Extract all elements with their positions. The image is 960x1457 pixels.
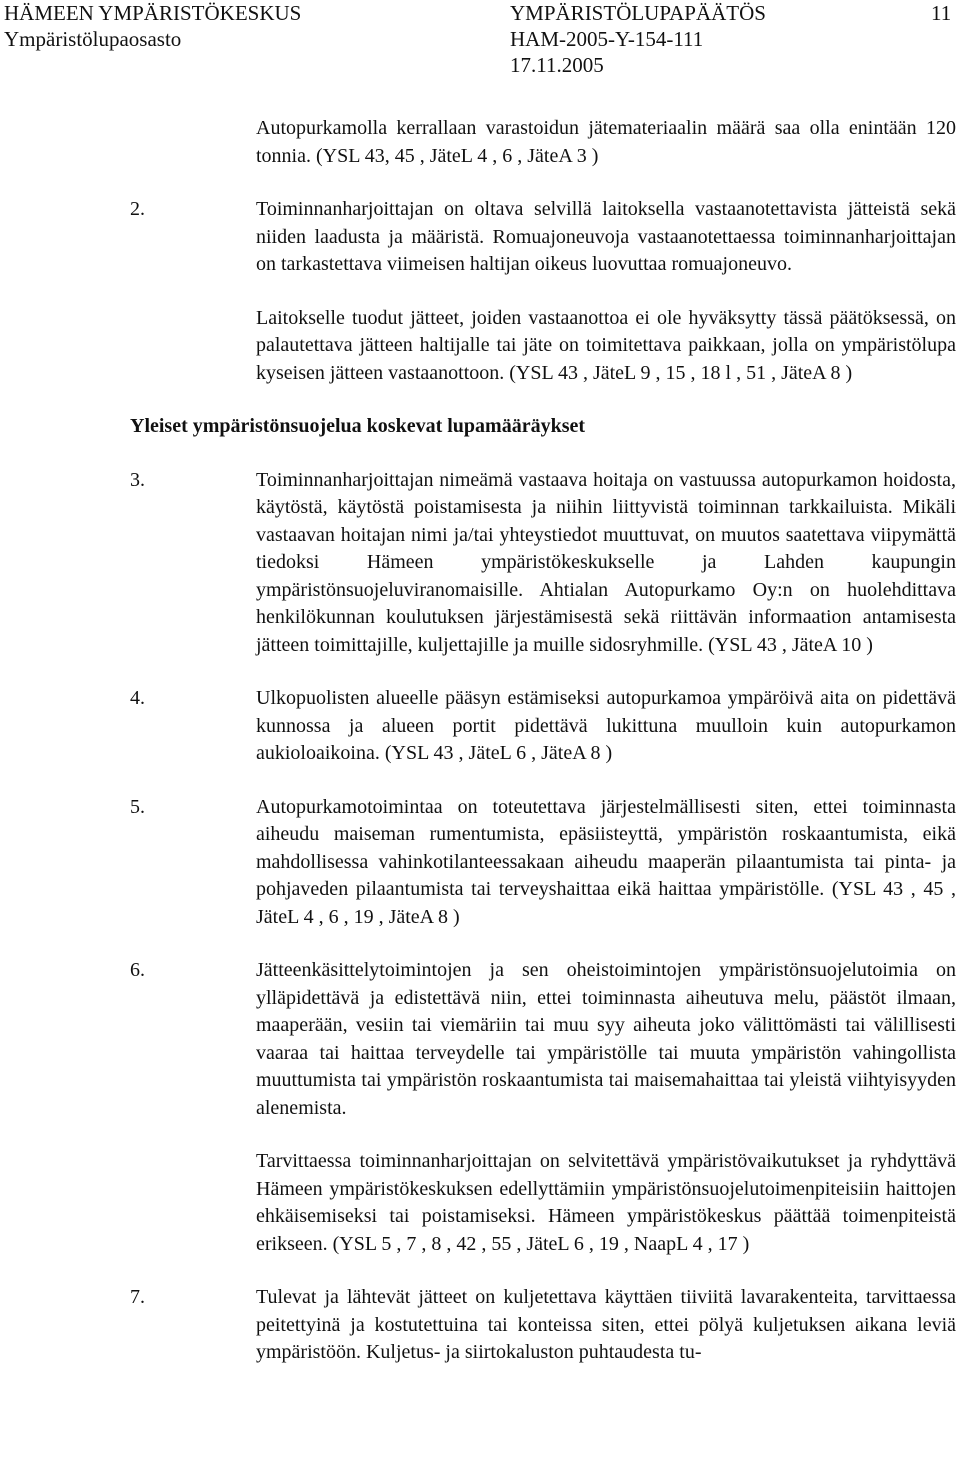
header-department: Ympäristölupaosasto (4, 27, 182, 51)
header-document-type: YMPÄRISTÖLUPAPÄÄTÖS (510, 1, 766, 25)
provision-5 (0, 794, 960, 932)
document-body (0, 115, 960, 1393)
provision-number: 5. (130, 795, 145, 818)
provision-paragraph: Ulkopuolisten alueelle pääsyn estämiseksi autopurkamoa ympäröivä aita on pidettävä kunnossa ja alueen portit pidettävä lukittuna muulloin kuin autopurkamon aukioloaikoina. (YSL 43 , JäteL 6 , JäteA 8 ) (256, 687, 956, 764)
provision-paragraph: Tulevat ja lähtevät jätteet on kuljetettava käyttäen tiiviitä lavarakenteita, tarvittaessa peitettyinä ja kostutettuina tai konteissa siten, ettei pölyä kuljetuksen aikana leviä ympäristöön. Kuljetus- ja siirtokaluston puhtaudesta tu- (256, 1286, 956, 1363)
provision-paragraph: Tarvittaessa toiminnanharjoittajan on selvitettävä ympäristövaikutukset ja ryhdyttävä Hämeen ympäristökeskuksen edellyttämiin ympäristönsuojelutoimenpiteisiin haittojen ehkäisemiseksi tai poistamiseksi. Hämeen ympäristökeskus päättää toimenpiteistä erikseen. (YSL 5 , 7 , 8 , 42 , 55 , JäteL 6 , 19 , NaapL 4 , 17 ) (256, 1150, 956, 1255)
provision-paragraph: Jätteenkäsittelytoimintojen ja sen oheistoimintojen ympäristönsuojelutoimia on ylläpidettävä ja edistettävä niin, ettei toiminnasta aiheutuva melu, päästöt ilmaan, maaperään, vesiin tai viemäriin tai muu syy aiheuta joko välittömästi tai välillisesti vaaraa tai haittaa terveydelle tai ympäristölle tai muuta ympäristön vahingollista muuttumista tai ympäristön roskaantumista tai maisemahaittaa tai yleistä viihtyisyyden alenemista. (256, 959, 956, 1119)
provision-number: 3. (130, 468, 145, 491)
header-organization: HÄMEEN YMPÄRISTÖKESKUS (4, 1, 302, 25)
provision-6 (0, 957, 960, 1258)
provision-2 (0, 196, 960, 387)
header-document-id: HAM-2005-Y-154-111 (510, 27, 704, 51)
provision-7 (0, 1284, 960, 1367)
provision-number: 7. (130, 1286, 145, 1308)
provision-paragraph: Autopurkamotoimintaa on toteutettava järjestelmällisesti siten, ettei toiminnasta aiheudu maiseman rumentumista, epäsiisteyttä, ympäristön roskaantumista, eikä mahdollisessa vahinkotilanteessakaan aiheudu maaperän pilaantumista tai pinta- ja pohjaveden pilaantumista tai terveyshaittaa eikä haittaa ympäristölle. (YSL 43 , 45 , JäteL 4 , 6 , 19 , JäteA 8 ) (256, 795, 956, 928)
intro-paragraph: Autopurkamolla kerrallaan varastoidun jätemateriaalin määrä saa olla enintään 120 tonnia. (YSL 43, 45 , JäteL 4 , 6 , JäteA 3 ) (256, 117, 956, 167)
page-number: 11 (931, 1, 952, 25)
provision-3 (0, 467, 960, 660)
provision-paragraph: Laitokselle tuodut jätteet, joiden vastaanottoa ei ole hyväksytty tässä päätöksessä, on palautettava jätteen haltijalle tai jäte on toimitettava paikkaan, jolla on ympäristölupa kyseisen jätteen vastaanottoon. (YSL 43 , JäteL 9 , 15 , 18 l , 51 , JäteA 8 ) (256, 306, 956, 384)
header-date: 17.11.2005 (510, 53, 604, 77)
provision-paragraph: Toiminnanharjoittajan nimeämä vastaava hoitaja on vastuussa autopurkamon hoidosta, käytöstä, käytöstä poistamisesta ja niihin liittyvistä toiminnan tarkkailuista. Mikäli vastaavan hoitajan nimi ja/tai yhteystiedot muuttuvat, on muutos saatettava viipymättä tiedoksi Hämeen ympäristökeskukselle ja Lahden kaupungin ympäristönsuojeluviranomaisille. Ahtialan Autopurkamo Oy:n on huolehdittava henkilökunnan koulutuksen järjestämisestä sekä riittävän informaation antamisesta jätteen toimittajille, kuljettajille ja muille sidosryhmille. (YSL 43 , JäteA 10 ) (256, 468, 956, 656)
provision-number: 4. (130, 687, 145, 709)
provision-number: 6. (130, 959, 145, 981)
provision-number: 2. (130, 198, 145, 220)
provision-paragraph: Toiminnanharjoittajan on oltava selvillä laitoksella vastaanotettavista jätteistä sekä niiden laadusta ja määristä. Romuajoneuvoja vastaanotettaessa toiminnanharjoittajan on tarkastettava viimeisen haltijan oikeus luovuttaa romuajoneuvo. (256, 198, 956, 275)
provision-4 (0, 685, 960, 768)
section-heading: Yleiset ympäristönsuojelua koskevat lupamääräykset (130, 415, 586, 437)
